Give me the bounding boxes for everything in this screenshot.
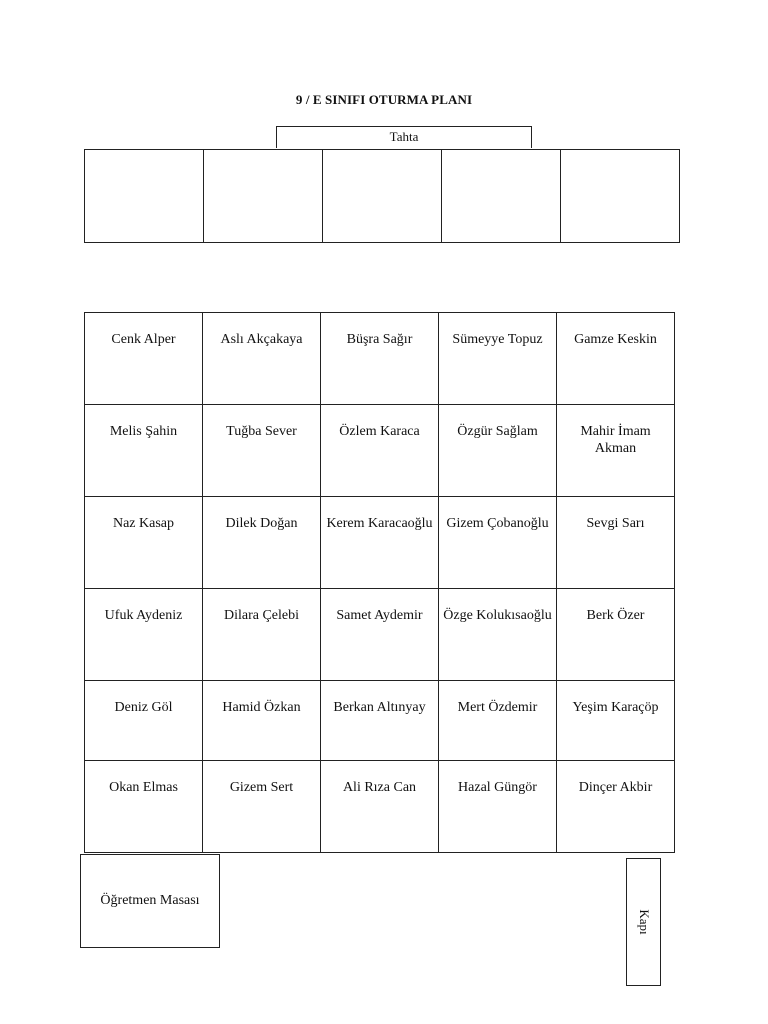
seat-cell: Hazal Güngör bbox=[439, 761, 557, 853]
seat-cell: Aslı Akçakaya bbox=[203, 313, 321, 405]
seat-cell: Ufuk Aydeniz bbox=[85, 589, 203, 681]
door-label: Kapı bbox=[636, 909, 652, 935]
page-title: 9 / E SINIFI OTURMA PLANI bbox=[295, 92, 473, 107]
empty-desk bbox=[561, 150, 680, 243]
seat-row bbox=[85, 313, 675, 405]
empty-desk bbox=[85, 150, 204, 243]
seat-cell: Mahir İmam Akman bbox=[557, 405, 675, 497]
empty-desk bbox=[323, 150, 442, 243]
seat-row bbox=[85, 681, 675, 761]
seat-cell: Okan Elmas bbox=[85, 761, 203, 853]
seat-cell: Mert Özdemir bbox=[439, 681, 557, 761]
seat-cell: Özlem Karaca bbox=[321, 405, 439, 497]
seat-cell: Dilara Çelebi bbox=[203, 589, 321, 681]
seat-cell: Cenk Alper bbox=[85, 313, 203, 405]
seat-cell: Samet Aydemir bbox=[321, 589, 439, 681]
seat-cell: Dilek Doğan bbox=[203, 497, 321, 589]
seat-cell: Naz Kasap bbox=[85, 497, 203, 589]
seat-row bbox=[85, 761, 675, 853]
seat-cell: Deniz Göl bbox=[85, 681, 203, 761]
seat-cell: Ali Rıza Can bbox=[321, 761, 439, 853]
seat-cell: Kerem Karacaoğlu bbox=[321, 497, 439, 589]
seat-cell: Hamid Özkan bbox=[203, 681, 321, 761]
blackboard: Tahta bbox=[276, 126, 532, 148]
seat-row bbox=[85, 589, 675, 681]
empty-desk bbox=[442, 150, 561, 243]
seat-cell: Berk Özer bbox=[557, 589, 675, 681]
front-empty-row bbox=[84, 149, 680, 243]
teacher-desk bbox=[80, 854, 220, 948]
empty-desk bbox=[204, 150, 323, 243]
seat-row bbox=[85, 497, 675, 589]
seat-row bbox=[85, 405, 675, 497]
seat-cell: Büşra Sağır bbox=[321, 313, 439, 405]
seat-cell: Gizem Çobanoğlu bbox=[439, 497, 557, 589]
seat-cell: Özge Kolukısaoğlu bbox=[439, 589, 557, 681]
seat-cell: Sümeyye Topuz bbox=[439, 313, 557, 405]
seat-cell: Melis Şahin bbox=[85, 405, 203, 497]
seat-cell: Tuğba Sever bbox=[203, 405, 321, 497]
seat-cell: Dinçer Akbir bbox=[557, 761, 675, 853]
door bbox=[626, 858, 661, 986]
teacher-desk-label: Öğretmen Masası bbox=[100, 893, 200, 908]
seat-cell: Yeşim Karaçöp bbox=[557, 681, 675, 761]
seat-cell: Gizem Sert bbox=[203, 761, 321, 853]
seat-cell: Berkan Altınyay bbox=[321, 681, 439, 761]
seat-cell: Sevgi Sarı bbox=[557, 497, 675, 589]
seating-grid bbox=[84, 312, 675, 853]
seat-cell: Özgür Sağlam bbox=[439, 405, 557, 497]
seat-cell: Gamze Keskin bbox=[557, 313, 675, 405]
